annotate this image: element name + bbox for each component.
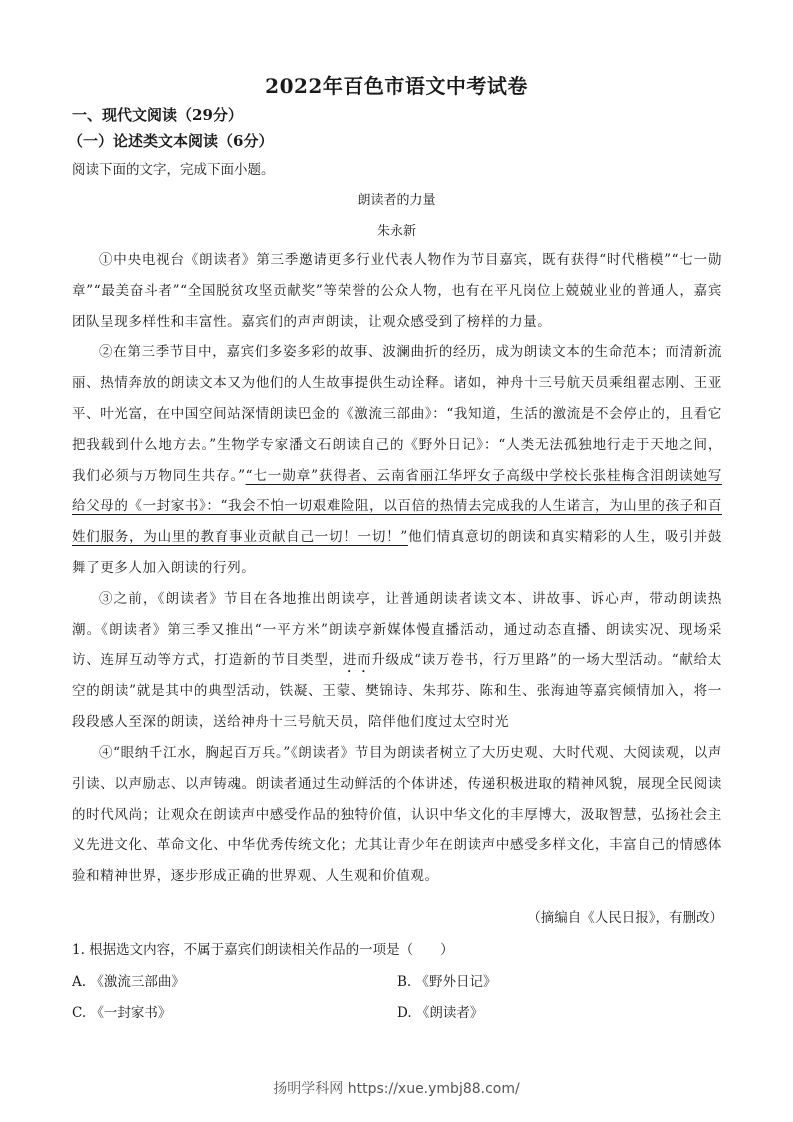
page-title: 2022年百色市语文中考试卷 bbox=[265, 74, 528, 98]
option-d-label: D. bbox=[397, 1005, 412, 1021]
instruction-text: 阅读下面的文字，完成下面小题。 bbox=[72, 162, 275, 178]
option-d-text: 《朗读者》 bbox=[415, 1005, 484, 1021]
option-a bbox=[72, 970, 185, 990]
article-author: 朱永新 bbox=[376, 224, 416, 239]
option-b bbox=[397, 970, 497, 990]
paragraph-2-part-b: 他们情真意切的朗读和真实精彩的人生，吸引并鼓舞了更多人加入朗读的行列。 bbox=[72, 529, 722, 576]
paragraph-3-part-b: 升级成“读万卷书，行万里路”的一场大型活动。“献给太空的朗读”就是其中的典型活动，铁凝、王蒙、樊锦诗、朱邦芬、陈和生、张海迪等嘉宾倾情加入，将一段段感人至深的朗读，送给神舟十三号航天员，陪伴他们度过太空时光 bbox=[72, 652, 722, 731]
option-b-label: B. bbox=[397, 974, 412, 990]
option-d bbox=[397, 1001, 483, 1021]
question-1-stem: 1. 根据选文内容，不属于嘉宾们朗读相关作品的一项是（ ） bbox=[72, 942, 454, 958]
paragraph-2 bbox=[72, 337, 722, 583]
paragraph-3 bbox=[72, 584, 722, 738]
article-body bbox=[72, 245, 722, 892]
subsection-heading-argumentative: （一）论述类文本阅读（6分） bbox=[68, 132, 274, 150]
paragraph-2-part-a: ②在第三季节目中，嘉宾们多姿多彩的故事、波澜曲折的经历，成为朗读文本的生命范本；而清新流丽、热情奔放的朗读文本又为他们的人生故事提供生动诠释。诸如，神舟十三号航天员乘组翟志刚、王亚平、叶光富，在中国空间站深情朗读巴金的《激流三部曲》：“我知道，生活的激流是不会停止的，且看它把我载到什么地方去。”生物学专家潘文石朗读自己的《野外日记》：“人类无法孤独地行走于天地之间，我们必须与万物同生共存。” bbox=[72, 344, 722, 484]
paragraph-1: ①中央电视台《朗读者》第三季邀请更多行业代表人物作为节目嘉宾，既有获得“时代楷模”“七一勋章”“最美奋斗者”“全国脱贫攻坚贡献奖”等荣誉的公众人物，也有在平凡岗位上兢兢业业的普通人，嘉宾团队呈现多样性和丰富性。嘉宾们的声声朗读，让观众感受到了榜样的力量。 bbox=[72, 252, 722, 330]
option-c-label: C. bbox=[72, 1005, 87, 1021]
paragraph-3-part-a: ③之前，《朗读者》节目在各地推出朗读亭，让普通朗读者读文本、讲故事、诉心声，带动朗读热潮。《朗读者》第三季又推出“一平方米”朗读亭新媒体慢直播活动，通过动态直播、朗读实况、现场采访、连屏互动等方式，打造新的节目类型， bbox=[72, 590, 722, 669]
footer-watermark: 扬明学科网 https://xue.ymbj88.com/ bbox=[273, 1081, 520, 1097]
option-a-text: 《激流三部曲》 bbox=[90, 974, 185, 990]
paragraph-4: ④“眼纳千江水，胸起百万兵。”《朗读者》节目为朗读者树立了大历史观、大时代观、大阅读观，以声引读、以声励志、以声铸魂。朗读者通过生动鲜活的个体讲述，传递积极进取的精神风貌，展现全民阅读的时代风尚；让观众在朗读声中感受作品的独特价值，认识中华文化的丰厚博大，汲取智慧，弘扬社会主义先进文化、革命文化、中华优秀传统文化；尤其让青少年在朗读声中感受多样文化，丰富自己的情感体验和精神世界，逐步形成正确的世界观、人生观和价值观。 bbox=[72, 744, 722, 885]
option-c bbox=[72, 1001, 171, 1021]
option-c-text: 《一封家书》 bbox=[90, 1005, 172, 1021]
option-a-label: A. bbox=[72, 974, 87, 990]
emphasized-word: 进而 bbox=[342, 652, 372, 669]
article-source: （摘编自《人民日报》，有删改） bbox=[527, 910, 723, 926]
section-heading-reading: 一、现代文阅读（29分） bbox=[72, 106, 243, 124]
article-title: 朗读者的力量 bbox=[357, 193, 436, 208]
underlined-passage: “七一勋章”获得者、云南省丽江华坪女子高级中学校长张桂梅含泪朗读她写给父母的《一封家书》：“我会不怕一切艰难险阻，以百倍的热情去完成我的人生诺言，为山里的孩子和百姓们服务，为山里的教育事业贡献自己一切！一切！” bbox=[72, 467, 723, 546]
option-b-text: 《野外日记》 bbox=[415, 974, 497, 990]
